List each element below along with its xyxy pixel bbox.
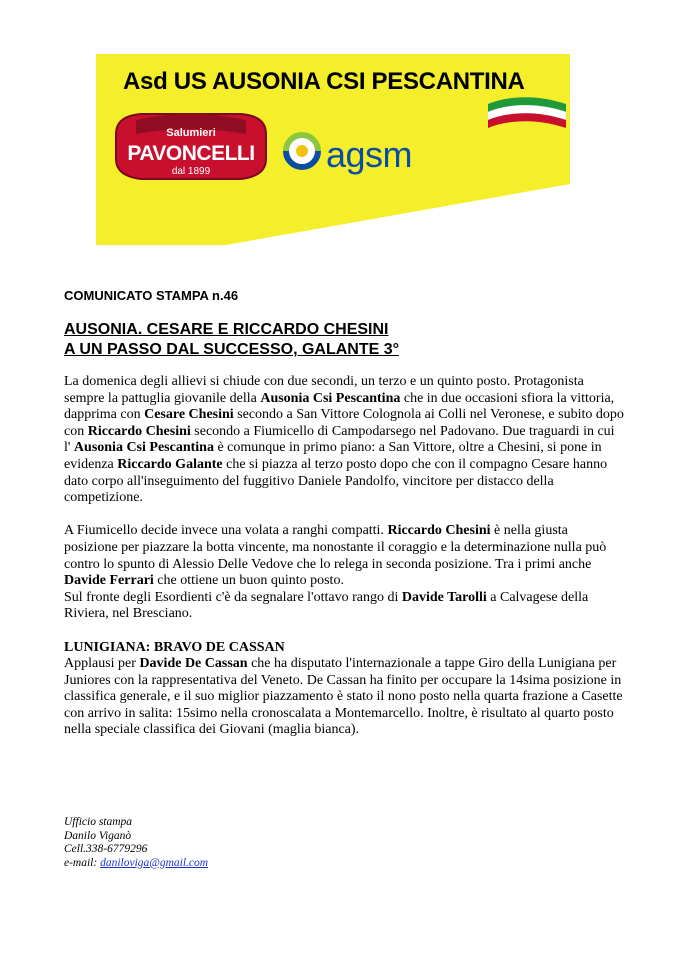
text: a Calvagese della Riviera, nel Bresciano. — [64, 589, 589, 622]
text: Sul fronte degli Esordienti c'è da segnalare l'ottavo rango di — [64, 589, 402, 605]
section-heading-text: LUNIGIANA: BRAVO DE CASSAN — [64, 639, 285, 655]
section-heading — [64, 640, 624, 657]
paragraph-3 — [64, 590, 624, 623]
agsm-brand: agsm — [326, 134, 413, 175]
signature-email-line — [64, 857, 208, 871]
agsm-logo-icon — [285, 134, 319, 168]
bold-name: Riccardo Chesini — [387, 523, 491, 539]
bold-name: Davide De Cassan — [139, 656, 248, 672]
bold-name: Ausonia Csi Pescantina — [73, 440, 214, 456]
signature-office: Ufficio stampa — [64, 816, 133, 828]
text: che ha disputato l'internazionale a tappe Giro della Lunigiana per Juniores con la rappresentativa del Veneto. De Cassan ha finito per occupare la 14sima posizione in classifica generale, e il suo miglior piazzamento è stato il nono posto nella quarta frazione a Casette con arrivo in salita: 15simo nella cronoscalata a Montemarcello. Inoltre, è risultato al quarto posto nella speciale classifica dei Giovani (maglia bianca). — [64, 656, 623, 738]
press-release-label: COMUNICATO STAMPA n.46 — [64, 288, 239, 303]
pavoncelli-brand: PAVONCELLI — [127, 142, 255, 165]
signature-cell: Cell.338-6779296 — [64, 843, 148, 855]
text: che in due occasioni sfiora la vittoria, dapprima con — [64, 390, 615, 423]
club-name: Asd US AUSONIA CSI PESCANTINA — [123, 68, 525, 95]
text: è nella giusta posizione per piazzare la botta vincente, ma nonostante il coraggio e la determinazione nulla può contro lo spunto di Alessio Delle Vedove che lo relega in seconda posizione. Tra i primi anche — [64, 523, 607, 572]
text: che ottiene un buon quinto posto. — [153, 573, 344, 589]
bold-name: Cesare Chesini — [144, 407, 234, 423]
bold-name: Riccardo Galante — [117, 456, 223, 472]
text: secondo a San Vittore Colognola ai Colli nel Veronese, e subito dopo con — [64, 407, 624, 439]
bold-name: Ausonia Csi Pescantina — [260, 390, 401, 406]
bold-name: Davide Tarolli — [401, 589, 487, 605]
email-label: e-mail: — [64, 856, 101, 869]
paragraph-2 — [64, 523, 624, 589]
text: che si piazza al terzo posto dopo che con il compagno Cesare hanno dato corpo all'inseguimento del fuggitivo Daniele Pandolfo, vincitore per distacco della competizione. — [64, 456, 608, 506]
pavoncelli-since: dal 1899 — [171, 166, 211, 177]
email-link[interactable]: daniloviga@gmail.com — [100, 856, 209, 869]
headline-line-1: AUSONIA. CESARE E RICCARDO CHESINI — [64, 321, 389, 338]
pavoncelli-salumieri: Salumieri — [166, 127, 216, 139]
paragraph-4 — [64, 656, 624, 739]
text: secondo a Fiumicello di Campodarsego nel Padovano. Due traguardi in cui l' — [64, 423, 615, 456]
headline-line-2: A UN PASSO DAL SUCCESSO, GALANTE 3° — [64, 341, 400, 358]
text: Applausi per — [64, 656, 140, 672]
text: La domenica degli allievi si chiude con due secondi, un terzo e un quinto posto. Protagonista sempre la pattuglia giovanile della — [64, 374, 584, 406]
signature-block — [64, 816, 208, 870]
bold-name: Davide Ferrari — [64, 573, 154, 589]
text: A Fiumicello decide invece una volata a ranghi compatti. — [64, 523, 388, 539]
text: è comunque in primo piano: a San Vittore, oltre a Chesini, si pone in evidenza — [64, 440, 602, 472]
article-body — [64, 374, 624, 739]
bold-name: Riccardo Chesini — [87, 423, 191, 439]
paragraph-1 — [64, 374, 624, 507]
signature-name: Danilo Viganò — [64, 829, 132, 842]
headline — [64, 320, 399, 360]
header-banner — [96, 54, 570, 245]
